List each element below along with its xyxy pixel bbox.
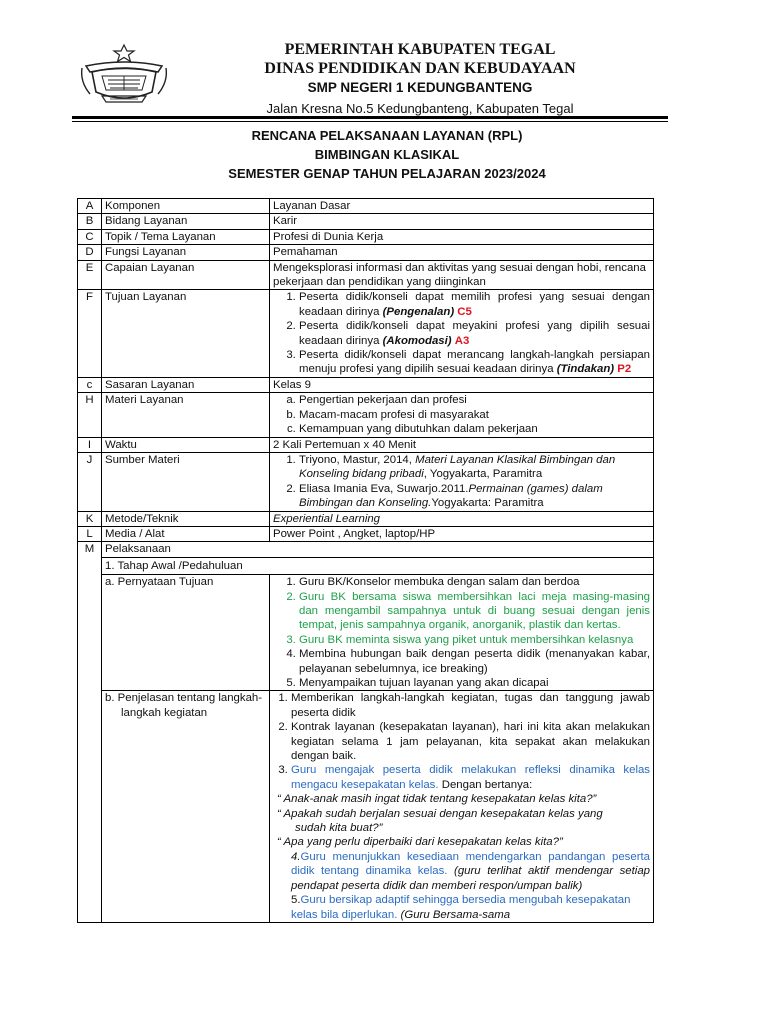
list-item: 3. Peserta didik/konseli dapat merancang langkah-langkah persiapan menuju profesi yang dipilih sesuai keadaan dirinya (Tindakan) P2 — [299, 348, 650, 377]
list-item: 2. Kontrak layanan (kesepakatan layanan), hari ini kita akan melakukan kegiatan selama 1 jam pelayanan, kita sepakat akan melakukan dengan baik. — [291, 720, 650, 763]
row-label: Tujuan Layanan — [102, 290, 270, 377]
reflection-question: “ Anak-anak masih ingat tidak tentang kesepakatan kelas kita?” — [277, 793, 597, 806]
row-value — [270, 452, 654, 511]
regency-emblem-icon — [78, 42, 170, 106]
row-label: Waktu — [102, 437, 270, 452]
table-row — [78, 557, 654, 574]
row-code: L — [78, 526, 102, 541]
list-item: 1. Memberikan langkah-langkah kegiatan, tugas dan tanggung jawab peserta didik — [291, 691, 650, 720]
table-row — [78, 526, 654, 541]
list-item: 3. Guru BK meminta siswa yang piket untuk membersihkan kelasnya — [299, 633, 650, 647]
row-value: Experiential Learning — [270, 511, 654, 526]
row-value — [270, 393, 654, 437]
list-item: 1. Guru BK/Konselor membuka dengan salam dan berdoa — [299, 575, 650, 589]
row-label: Metode/Teknik — [102, 511, 270, 526]
row-code: D — [78, 245, 102, 260]
list-item: 5.Guru bersikap adaptif sehingga bersedia mengubah kesepakatan kelas bila diperlukan. (Guru Bersama-sama — [291, 894, 631, 921]
list-item: 5. Menyampaikan tujuan layanan yang akan dicapai — [299, 676, 650, 690]
row-label: Komponen — [102, 199, 270, 214]
table-row — [78, 245, 654, 260]
row-value: Kelas 9 — [270, 377, 654, 392]
table-row — [78, 437, 654, 452]
letterhead-rule-thin — [72, 121, 668, 122]
office-name: DINAS PENDIDIKAN DAN KEBUDAYAAN — [264, 60, 576, 77]
school-name: SMP NEGERI 1 KEDUNGBANTENG — [307, 80, 533, 95]
list-item: 2. Peserta didik/konseli dapat meyakini profesi yang dipilih sesuai keadaan dirinya (Akomodasi) A3 — [299, 319, 650, 348]
row-label: Sumber Materi — [102, 452, 270, 511]
list-item: b. Macam-macam profesi di masyarakat — [299, 408, 650, 422]
row-label: Fungsi Layanan — [102, 245, 270, 260]
list-item: 4.Guru menunjukkan kesediaan mendengarkan pandangan peserta didik tentang dinamika kelas. (guru terlihat aktif mendengar setiap pendapat peserta didik dan memberi respon/umpan balik) — [291, 850, 651, 892]
row-code: H — [78, 393, 102, 437]
material-list — [273, 393, 650, 436]
row-value: Layanan Dasar — [270, 199, 654, 214]
reflection-question-continued: sudah kita buat?” — [295, 822, 383, 835]
table-row — [78, 290, 654, 377]
row-code: F — [78, 290, 102, 377]
title-line-2: BIMBINGAN KLASIKAL — [314, 147, 460, 162]
table-row — [78, 260, 654, 290]
list-item: 2. Guru BK bersama siswa membersihkan laci meja masing-masing dan mengambil sampahnya untuk di buang sesuai dengan jenis tempat, jenis sampahnya organik, anorganik, plastik dan kertas. — [299, 590, 650, 633]
row-value: 2 Kali Pertemuan x 40 Menit — [270, 437, 654, 452]
list-item: 3. Guru mengajak peserta didik melakukan refleksi dinamika kelas mengacu kesepakatan kelas. Dengan bertanya: — [291, 763, 650, 792]
table-row — [78, 214, 654, 229]
rpl-table — [77, 198, 654, 923]
list-item: c. Kemampuan yang dibutuhkan dalam pekerjaan — [299, 422, 650, 436]
row-value — [270, 290, 654, 377]
row-code: M — [78, 542, 102, 923]
row-label: Capaian Layanan — [102, 260, 270, 290]
row-code: J — [78, 452, 102, 511]
school-address: Jalan Kresna No.5 Kedungbanteng, Kabupaten Tegal — [266, 101, 574, 116]
list-item: 1. Peserta didik/konseli dapat memilih profesi yang sesuai dengan keadaan dirinya (Pengenalan) C5 — [299, 290, 650, 319]
letterhead-rule-thick — [72, 116, 668, 119]
table-row — [78, 229, 654, 244]
row-code: c — [78, 377, 102, 392]
row-value: Profesi di Dunia Kerja — [270, 229, 654, 244]
step-label: b. Penjelasan tentang langkah-langkah kegiatan — [102, 691, 270, 923]
step-content — [270, 691, 654, 923]
row-value: Mengeksplorasi informasi dan aktivitas yang sesuai dengan hobi, rencana pekerjaan dan pendidikan yang diinginkan — [270, 260, 654, 290]
row-label: Materi Layanan — [102, 393, 270, 437]
table-row — [78, 452, 654, 511]
reflection-question: “ Apakah sudah berjalan sesuai dengan kesepakatan kelas yang — [277, 807, 603, 820]
table-row — [78, 377, 654, 392]
opening-steps-list — [273, 575, 650, 690]
row-code: E — [78, 260, 102, 290]
letterhead-text — [172, 40, 668, 118]
row-value: Pemahaman — [270, 245, 654, 260]
row-value: Karir — [270, 214, 654, 229]
list-item: 2. Eliasa Imania Eva, Suwarjo.2011.Permainan (games) dalam Bimbingan dan Konseling.Yogyakarta: Paramitra — [299, 482, 650, 511]
objective-list — [273, 290, 650, 376]
reflection-question: “ Apa yang perlu diperbaiki dari kesepakatan kelas kita?” — [277, 836, 563, 849]
document-title — [72, 126, 702, 183]
table-row — [78, 393, 654, 437]
list-item: 1. Triyono, Mastur, 2014, Materi Layanan Klasikal Bimbingan dan Konseling bidang pribadi, Yogyakarta, Paramitra — [299, 453, 650, 482]
row-label: Media / Alat — [102, 526, 270, 541]
row-label: Sasaran Layanan — [102, 377, 270, 392]
government-name: PEMERINTAH KABUPATEN TEGAL — [284, 41, 556, 58]
list-item: 4. Membina hubungan baik dengan peserta didik (menanyakan kabar, pelayanan sebelumnya, ice breaking) — [299, 647, 650, 676]
row-code: C — [78, 229, 102, 244]
row-label: Bidang Layanan — [102, 214, 270, 229]
row-code: A — [78, 199, 102, 214]
activity-steps-list — [273, 691, 650, 792]
title-line-1: RENCANA PELAKSANAAN LAYANAN (RPL) — [251, 128, 523, 143]
row-label: Pelaksanaan — [102, 542, 654, 557]
title-line-3: SEMESTER GENAP TAHUN PELAJARAN 2023/2024 — [228, 166, 546, 181]
table-row — [78, 542, 654, 557]
row-code: B — [78, 214, 102, 229]
source-list — [273, 453, 650, 511]
row-code: K — [78, 511, 102, 526]
table-row — [78, 199, 654, 214]
table-row — [78, 575, 654, 691]
step-content — [270, 575, 654, 691]
table-row — [78, 691, 654, 923]
row-value: Power Point , Angket, laptop/HP — [270, 526, 654, 541]
row-code: I — [78, 437, 102, 452]
stage-heading: 1. Tahap Awal /Pedahuluan — [102, 557, 654, 574]
table-row — [78, 511, 654, 526]
list-item: a. Pengertian pekerjaan dan profesi — [299, 393, 650, 407]
row-label: Topik / Tema Layanan — [102, 229, 270, 244]
step-label: a. Pernyataan Tujuan — [102, 575, 270, 691]
letterhead — [72, 40, 668, 116]
